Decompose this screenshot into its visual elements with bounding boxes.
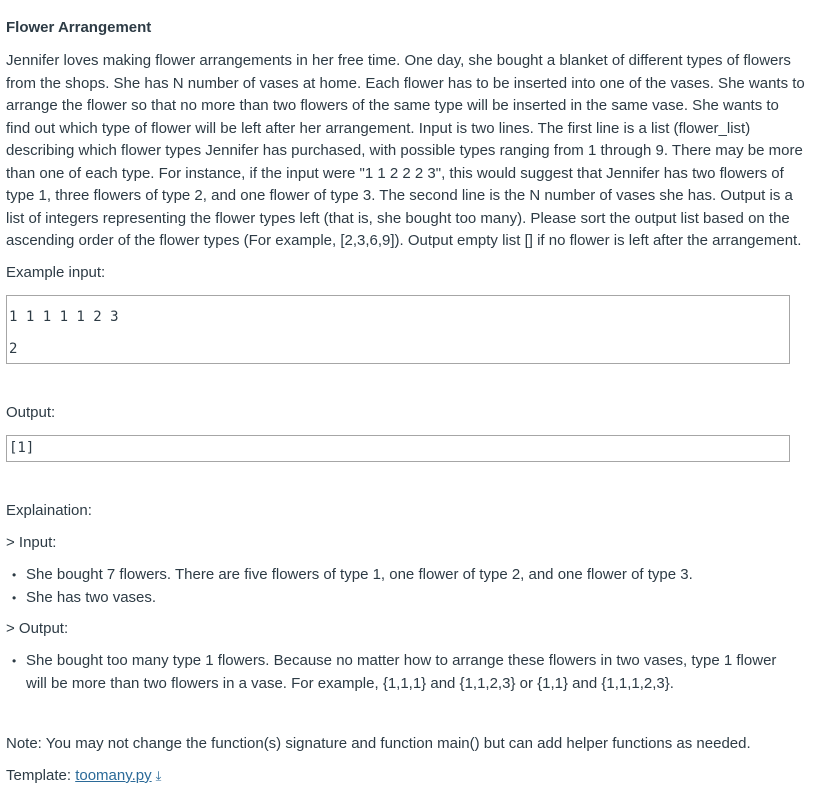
input-bullet-list xyxy=(6,564,796,609)
example-output-box xyxy=(6,435,790,462)
output-label: Output: xyxy=(6,404,56,421)
example-input-box xyxy=(6,295,790,364)
list-item: • She bought 7 flowers. There are five flowers of type 1, one flower of type 2, and one flower of type 3. xyxy=(6,564,796,587)
problem-description: Jennifer loves making flower arrangements in her free time. One day, she bought a blanket of different types of flowers from the shops. She has N number of vases at home. Each flower has to be inserted into one of the vases. She wants to arrange the flower so that no more than two flowers of the same type will be inserted in the same vase. She wants to find out which type of flower will be left after her arrangement. Input is two lines. The first line is a list (flower_list) describing which flower types Jennifer has purchased, with possible types ranging from 1 through 9. There may be more than one of each type. For instance, if the input were "1 1 2 2 2 3", this would suggest that Jennifer has two flowers of type 1, three flowers of type 2, and one flower of type 3. The second line is the N number of vases she has. Output is a list of integers representing the flower types left (that is, she bought too many). Please sort the output list based on the ascending order of the flower types (For example, [2,3,6,9]). Output empty list [] if no flower is left after the arrangement. xyxy=(6,52,805,249)
note-text: Note: You may not change the function(s) signature and function main() but can add helper functions as needed. xyxy=(6,735,751,752)
explanation-label: Explaination: xyxy=(6,502,92,519)
example-output-value: [1] xyxy=(9,440,35,456)
example-input-line-2: 2 xyxy=(9,341,18,357)
list-item: • She bought too many type 1 flowers. Because no matter how to arrange these flowers in two vases, type 1 flower will be more than two flowers in a vase. For example, {1,1,1} and {1,1,2,3} or {1,1} and {1,1,1,2,3}. xyxy=(6,650,796,695)
example-input-label: Example input: xyxy=(6,264,106,281)
list-item: • She has two vases. xyxy=(6,587,796,610)
template-file-link[interactable]: toomany.py xyxy=(75,767,152,784)
template-label: Template: xyxy=(6,767,76,784)
page-title: Flower Arrangement xyxy=(6,19,152,36)
template-line xyxy=(6,767,161,784)
input-heading: > Input: xyxy=(6,534,57,551)
output-bullet-list xyxy=(6,650,796,695)
example-input-line-1: 1 1 1 1 1 2 3 xyxy=(9,309,119,325)
output-heading: > Output: xyxy=(6,620,69,637)
download-icon[interactable]: ⤓ xyxy=(155,768,162,783)
